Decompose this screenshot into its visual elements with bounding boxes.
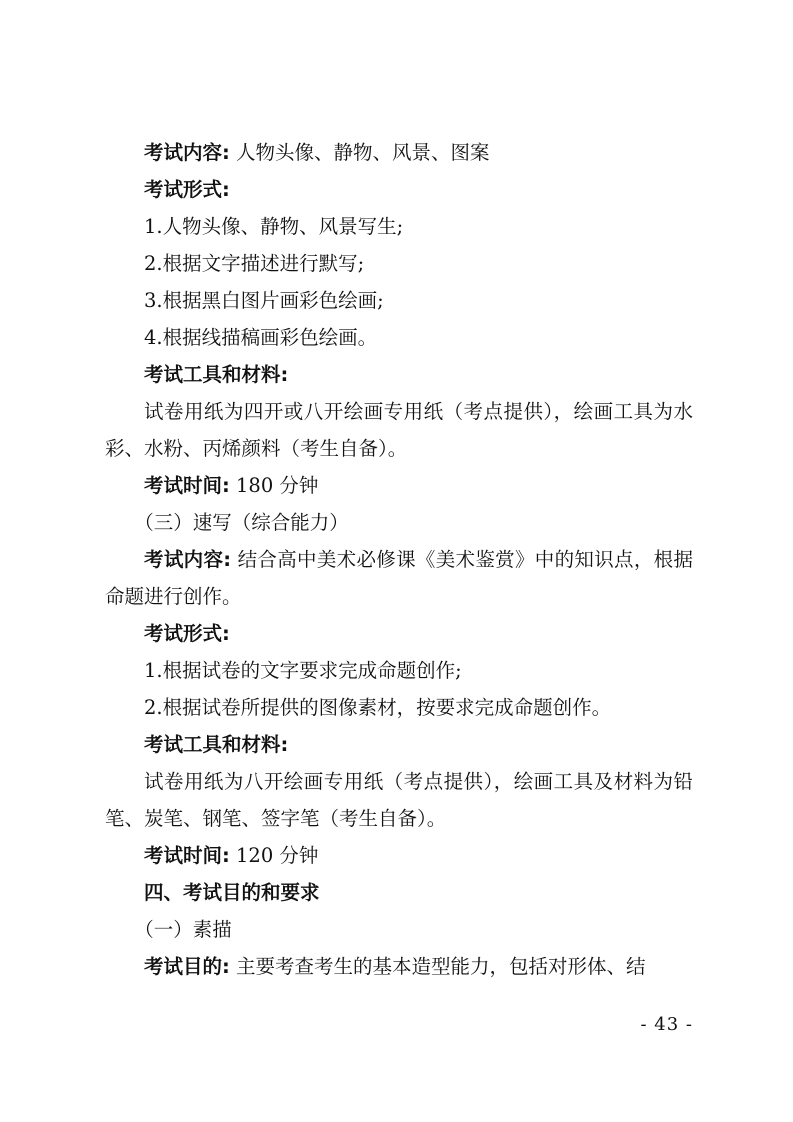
list-item-text: 4.根据线描稿画彩色绘画。 — [144, 326, 378, 349]
list-item-text: 2.根据试卷所提供的图像素材，按要求完成命题创作。 — [144, 696, 612, 719]
section-heading-text: （一）素描 — [134, 918, 232, 941]
field-label: 考试形式: — [144, 622, 230, 645]
exam-time-line — [105, 837, 693, 874]
list-item-text: 1.人物头像、静物、风景写生; — [144, 215, 404, 238]
exam-format-heading — [105, 615, 693, 652]
exam-content-line — [105, 134, 693, 171]
section-heading-text: （三）速写（综合能力） — [134, 511, 349, 534]
tools-heading — [105, 356, 693, 393]
field-text: 120 分钟 — [236, 844, 319, 867]
field-label: 考试形式: — [144, 178, 230, 201]
field-label: 考试时间: — [144, 844, 230, 867]
field-text: 主要考查考生的基本造型能力，包括对形体、结 — [236, 955, 646, 978]
field-label: 考试内容: — [144, 548, 232, 571]
tools-heading — [105, 726, 693, 763]
section-heading — [105, 911, 693, 948]
tools-paragraph — [105, 763, 693, 837]
exam-content-line — [105, 541, 693, 615]
exam-time-line — [105, 467, 693, 504]
list-item — [105, 245, 693, 282]
field-label: 考试工具和材料: — [144, 363, 289, 386]
list-item — [105, 319, 693, 356]
list-item-text: 1.根据试卷的文字要求完成命题创作; — [144, 659, 462, 682]
chapter-heading — [105, 874, 693, 911]
field-text: 结合高中美术必修课《美术鉴赏》中的知识点，根据命题进行创作。 — [105, 548, 693, 608]
chapter-heading-text: 四、考试目的和要求 — [144, 881, 320, 904]
list-item — [105, 282, 693, 319]
field-text: 180 分钟 — [236, 474, 319, 497]
field-text: 人物头像、静物、风景、图案 — [236, 141, 490, 164]
list-item — [105, 652, 693, 689]
paragraph-text: 试卷用纸为四开或八开绘画专用纸（考点提供），绘画工具为水彩、水粉、丙烯颜料（考生自备）。 — [105, 400, 693, 460]
list-item-text: 2.根据文字描述进行默写; — [144, 252, 365, 275]
tools-paragraph — [105, 393, 693, 467]
field-label: 考试工具和材料: — [144, 733, 289, 756]
field-label: 考试内容: — [144, 141, 230, 164]
exam-purpose-line — [105, 948, 693, 985]
list-item — [105, 689, 693, 726]
list-item-text: 3.根据黑白图片画彩色绘画; — [144, 289, 384, 312]
page-number: - 43 - — [640, 1014, 693, 1035]
paragraph-text: 试卷用纸为八开绘画专用纸（考点提供），绘画工具及材料为铅笔、炭笔、钢笔、签字笔（考生自备）。 — [105, 770, 693, 830]
field-label: 考试时间: — [144, 474, 230, 497]
list-item — [105, 208, 693, 245]
exam-format-heading — [105, 171, 693, 208]
field-label: 考试目的: — [144, 955, 230, 978]
document-body — [105, 134, 693, 985]
section-heading — [105, 504, 693, 541]
